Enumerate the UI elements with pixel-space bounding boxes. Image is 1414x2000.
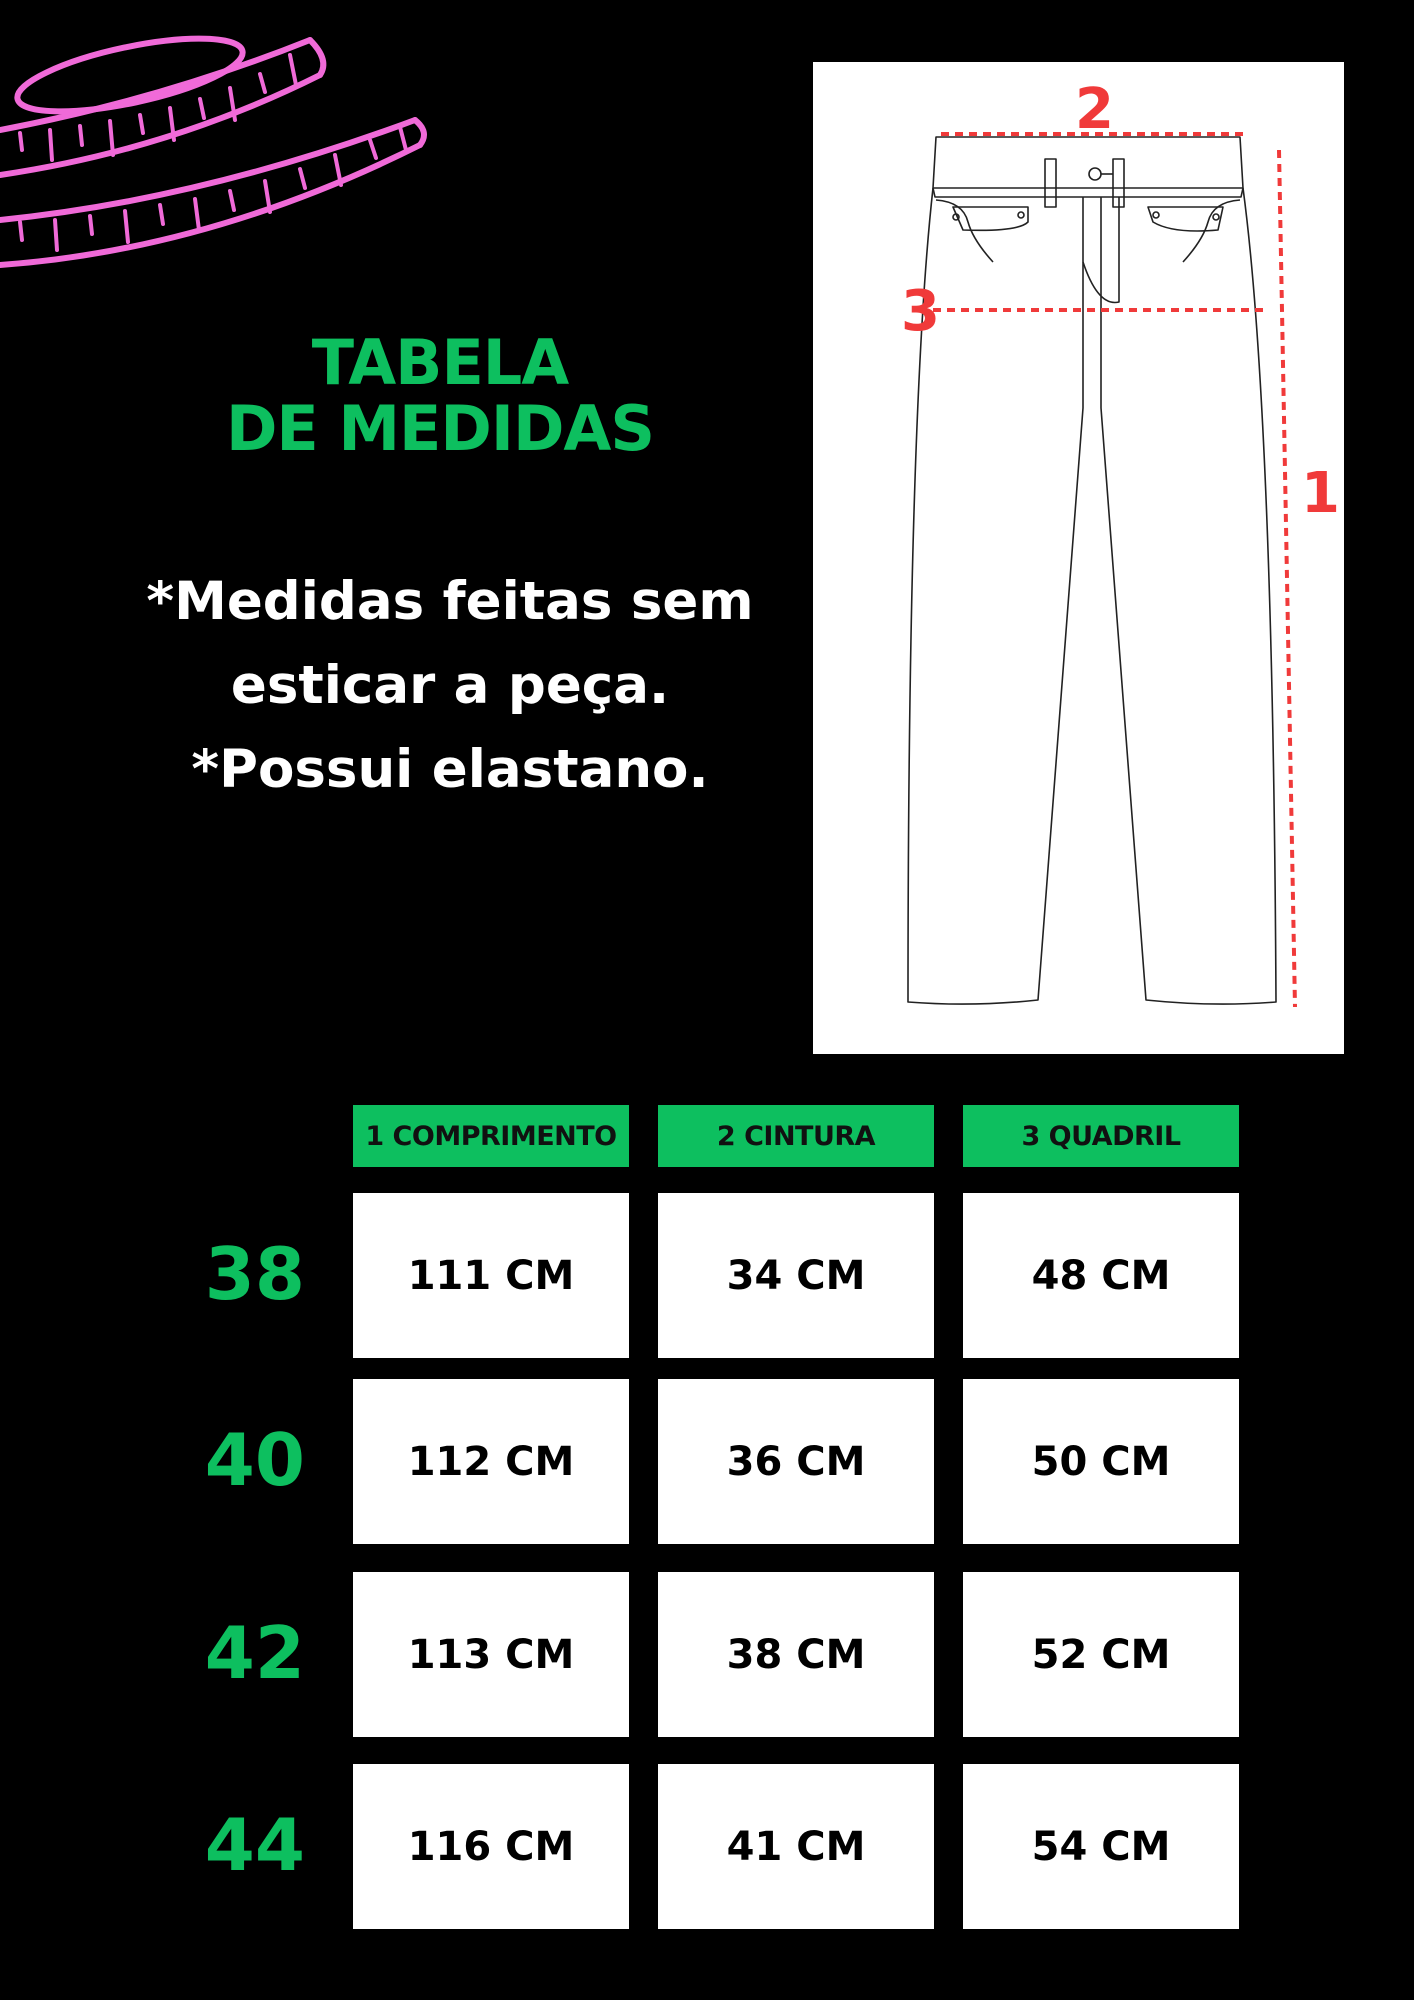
measurement-notes (110, 560, 790, 812)
measure-label-length: 1 (1301, 461, 1340, 526)
size-label: 44 (204, 1803, 305, 1887)
table-cell-hip: 50 CM (963, 1379, 1239, 1544)
size-label: 40 (204, 1418, 305, 1502)
measure-label-hip: 3 (901, 279, 940, 344)
table-cell-length: 113 CM (353, 1572, 629, 1737)
table-cell-waist: 34 CM (658, 1193, 934, 1358)
note-line-2: esticar a peça. (230, 655, 670, 716)
table-cell-length: 111 CM (353, 1193, 629, 1358)
header-hip: 3 QUADRIL (963, 1105, 1239, 1167)
table-cell-waist: 38 CM (658, 1572, 934, 1737)
table-cell-hip: 52 CM (963, 1572, 1239, 1737)
table-cell-hip: 48 CM (963, 1193, 1239, 1358)
measuring-tape-illustration (0, 0, 440, 290)
table-cell-waist: 36 CM (658, 1379, 934, 1544)
header-length: 1 COMPRIMENTO (353, 1105, 629, 1167)
note-line-3: *Possui elastano. (191, 739, 709, 800)
table-cell-length: 112 CM (353, 1379, 629, 1544)
size-label: 42 (204, 1611, 305, 1695)
pants-drawing (813, 62, 1344, 1054)
size-label: 38 (204, 1232, 305, 1316)
header-waist: 2 CINTURA (658, 1105, 934, 1167)
table-cell-length: 116 CM (353, 1764, 629, 1929)
title-line-1: TABELA (311, 326, 569, 399)
table-cell-hip: 54 CM (963, 1764, 1239, 1929)
table-cell-waist: 41 CM (658, 1764, 934, 1929)
page-title (150, 326, 730, 465)
title-line-2: DE MEDIDAS (225, 392, 655, 465)
pants-diagram (813, 62, 1344, 1054)
measure-label-waist: 2 (1075, 77, 1114, 142)
note-line-1: *Medidas feitas sem (146, 571, 754, 632)
